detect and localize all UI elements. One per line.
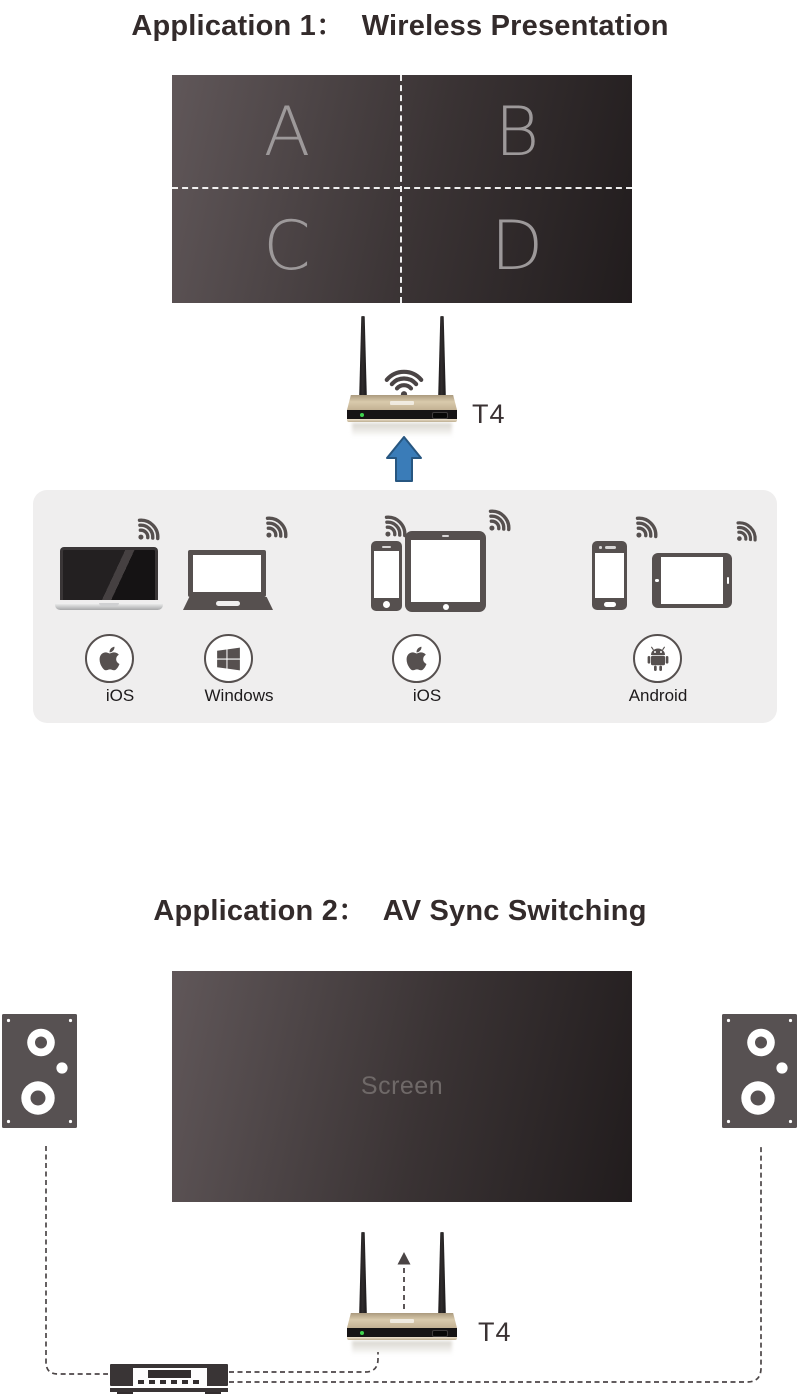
dvd-display — [148, 1370, 191, 1378]
power-led — [360, 413, 364, 417]
macbook-icon — [55, 547, 163, 611]
screen-quadrant-c: C — [263, 206, 311, 286]
power-led — [360, 1331, 364, 1335]
platform-label: Android — [628, 686, 688, 705]
antenna-icon — [437, 1232, 447, 1313]
t4-device-body — [347, 1313, 457, 1340]
device-reflection — [352, 423, 452, 437]
devices-panel — [33, 490, 777, 723]
platform-label: iOS — [105, 686, 135, 705]
android-tablet-icon — [652, 553, 732, 608]
up-arrow-icon — [385, 436, 423, 487]
wifi-signal-icon — [128, 510, 168, 550]
android-logo-icon — [646, 646, 670, 672]
android-phone-icon — [592, 541, 627, 610]
dashed-up-arrow-icon — [396, 1252, 412, 1317]
device-button — [432, 1330, 448, 1337]
windows-logo-icon — [217, 646, 240, 672]
screen-quadrant-b: B — [494, 92, 540, 172]
app1-title: Application 1： Wireless Presentation — [131, 10, 669, 42]
apple-logo-icon — [99, 645, 120, 672]
windows-badge — [204, 634, 253, 683]
screen-divider-horizontal — [172, 187, 632, 189]
wifi-signal-icon — [728, 514, 765, 551]
t4-logo — [390, 1319, 414, 1323]
t4-receiver-1 — [347, 316, 457, 437]
speaker-left-icon — [2, 1014, 77, 1133]
t4-logo — [390, 401, 414, 405]
speaker-right-icon — [722, 1014, 797, 1133]
screen-quadrant-a: A — [263, 92, 311, 172]
dvd-player-icon — [110, 1364, 228, 1394]
wifi-signal-icon — [384, 364, 424, 398]
device-reflection — [352, 1341, 452, 1355]
windows-laptop-icon — [183, 550, 273, 611]
presentation-screen — [172, 75, 632, 303]
antenna-icon — [358, 316, 368, 396]
apple-logo-icon — [406, 645, 427, 672]
screen-divider-vertical — [400, 75, 402, 303]
iphone-icon — [371, 541, 402, 611]
ios-badge — [392, 634, 441, 683]
cable-path-left-speaker — [46, 1146, 108, 1374]
antenna-icon — [437, 316, 447, 396]
antenna-icon — [358, 1232, 368, 1313]
wifi-signal-icon — [626, 508, 666, 548]
t4-label: T4 — [472, 399, 506, 429]
ios-badge — [85, 634, 134, 683]
ipad-icon — [405, 531, 486, 612]
t4-label: T4 — [478, 1317, 512, 1347]
t4-device-body — [347, 395, 457, 422]
wifi-signal-icon — [256, 508, 296, 548]
app2-title: Application 2： AV Sync Switching — [153, 895, 647, 927]
screen-label: Screen — [360, 1072, 444, 1100]
device-button — [432, 412, 448, 419]
platform-label: Windows — [204, 686, 274, 705]
platform-label: iOS — [412, 686, 442, 705]
android-badge — [633, 634, 682, 683]
screen-quadrant-d: D — [490, 206, 544, 286]
